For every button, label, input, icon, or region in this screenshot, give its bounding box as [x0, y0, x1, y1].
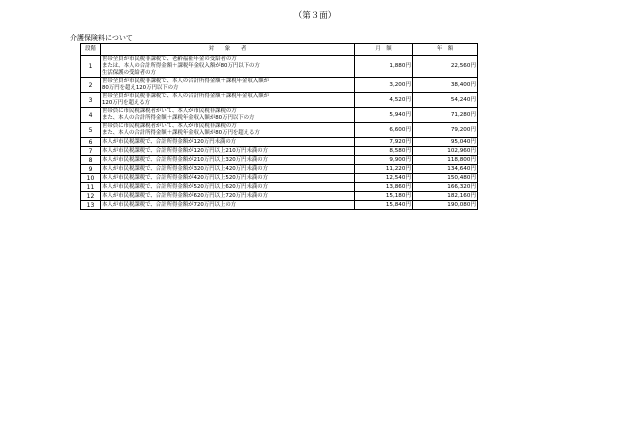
- table-row: [81, 156, 478, 165]
- table-row: [81, 192, 478, 201]
- table-row: [81, 123, 478, 138]
- target-line: また、本人の合計所得金額＋課税年金収入額が80万円を超える方: [102, 130, 260, 136]
- table-row: [81, 138, 478, 147]
- header-target: 対 象 者: [101, 44, 355, 56]
- target-cell: [101, 165, 355, 174]
- monthly-cell: 15,840円: [355, 201, 413, 210]
- table-row: [81, 108, 478, 123]
- target-line: 本人が市民税課税で、合計所得金額が320万円以上420万円未満の方: [102, 165, 269, 172]
- table-row: [81, 56, 478, 78]
- monthly-cell: 13,860円: [355, 183, 413, 192]
- annual-cell: 22,560円: [413, 56, 478, 78]
- target-line: 本人が市民税課税で、合計所得金額が120万円未満の方: [102, 138, 237, 145]
- target-line: 世帯全員が市民税非課税で、老齢福祉年金の受給者の方: [102, 56, 237, 62]
- section-heading: 介護保険料について: [70, 34, 133, 42]
- page-label: （第３面）: [293, 11, 337, 21]
- target-line: 本人が市民税課税で、合計所得金額が620万円以上720万円未満の方: [102, 192, 269, 199]
- header-tier: 段階: [81, 44, 101, 56]
- target-cell: [101, 138, 355, 147]
- annual-cell: 182,160円: [413, 192, 478, 201]
- target-cell: [101, 123, 355, 138]
- tier-cell: 6: [81, 138, 101, 147]
- annual-cell: 38,400円: [413, 78, 478, 93]
- tier-cell: 3: [81, 93, 101, 108]
- annual-cell: 118,800円: [413, 156, 478, 165]
- target-line: 生活保護の受給者の方: [102, 70, 156, 76]
- table-row: [81, 201, 478, 210]
- table-header-row: [81, 44, 478, 56]
- monthly-cell: 3,200円: [355, 78, 413, 93]
- annual-cell: 71,280円: [413, 108, 478, 123]
- target-cell: [101, 183, 355, 192]
- tier-cell: 4: [81, 108, 101, 123]
- target-cell: [101, 201, 355, 210]
- target-cell: [101, 156, 355, 165]
- annual-cell: 190,080円: [413, 201, 478, 210]
- target-cell: [101, 78, 355, 93]
- monthly-cell: 7,920円: [355, 138, 413, 147]
- annual-cell: 79,200円: [413, 123, 478, 138]
- monthly-cell: 12,540円: [355, 174, 413, 183]
- table-body: [81, 56, 478, 210]
- monthly-cell: 8,580円: [355, 147, 413, 156]
- monthly-cell: 9,900円: [355, 156, 413, 165]
- tier-cell: 11: [81, 183, 101, 192]
- target-cell: [101, 56, 355, 78]
- target-line: また、本人の合計所得金額＋課税年金収入額が80万円以下の方: [102, 115, 255, 121]
- annual-cell: 95,040円: [413, 138, 478, 147]
- tier-cell: 12: [81, 192, 101, 201]
- annual-cell: 134,640円: [413, 165, 478, 174]
- target-line: 世帯員に市民税課税者がいて、本人が市民税非課税の方: [102, 123, 237, 129]
- tier-cell: 7: [81, 147, 101, 156]
- annual-cell: 102,960円: [413, 147, 478, 156]
- monthly-cell: 15,180円: [355, 192, 413, 201]
- premium-table: [80, 43, 478, 210]
- monthly-cell: 4,520円: [355, 93, 413, 108]
- target-cell: [101, 147, 355, 156]
- monthly-cell: 11,220円: [355, 165, 413, 174]
- target-line: 本人が市民税課税で、合計所得金額が520万円以上620万円未満の方: [102, 183, 269, 190]
- target-line: 本人が市民税課税で、合計所得金額が210万円以上320万円未満の方: [102, 156, 269, 163]
- annual-cell: 54,240円: [413, 93, 478, 108]
- tier-cell: 8: [81, 156, 101, 165]
- target-cell: [101, 192, 355, 201]
- target-line: 世帯全員が市民税非課税で、本人の合計所得金額＋課税年金収入額が: [102, 93, 270, 99]
- table-row: [81, 183, 478, 192]
- target-cell: [101, 174, 355, 183]
- target-line: または、本人の合計所得金額＋課税年金収入額が80万円以下の方: [102, 63, 260, 69]
- annual-cell: 166,320円: [413, 183, 478, 192]
- table-row: [81, 78, 478, 93]
- tier-cell: 9: [81, 165, 101, 174]
- target-line: 120万円を超える方: [102, 100, 151, 106]
- annual-cell: 150,480円: [413, 174, 478, 183]
- target-line: 本人が市民税課税で、合計所得金額が420万円以上520万円未満の方: [102, 174, 269, 181]
- table-row: [81, 93, 478, 108]
- target-cell: [101, 108, 355, 123]
- target-line: 世帯員に市民税課税者がいて、本人が市民税非課税の方: [102, 108, 237, 114]
- table-row: [81, 147, 478, 156]
- monthly-cell: 1,880円: [355, 56, 413, 78]
- table-row: [81, 174, 478, 183]
- monthly-cell: 6,600円: [355, 123, 413, 138]
- target-line: 世帯全員が市民税非課税で、本人の合計所得金額＋課税年金収入額が: [102, 78, 270, 84]
- target-line: 本人が市民税課税で、合計所得金額が720万円以上の方: [102, 201, 237, 208]
- tier-cell: 5: [81, 123, 101, 138]
- tier-cell: 10: [81, 174, 101, 183]
- target-line: 80万円を超え120万円以下の方: [102, 85, 179, 91]
- monthly-cell: 5,940円: [355, 108, 413, 123]
- target-cell: [101, 93, 355, 108]
- target-line: 本人が市民税課税で、合計所得金額が120万円以上210万円未満の方: [102, 147, 269, 154]
- header-monthly: 月 額: [355, 44, 413, 56]
- header-annual: 年 額: [413, 44, 478, 56]
- tier-cell: 13: [81, 201, 101, 210]
- tier-cell: 2: [81, 78, 101, 93]
- table-row: [81, 165, 478, 174]
- tier-cell: 1: [81, 56, 101, 78]
